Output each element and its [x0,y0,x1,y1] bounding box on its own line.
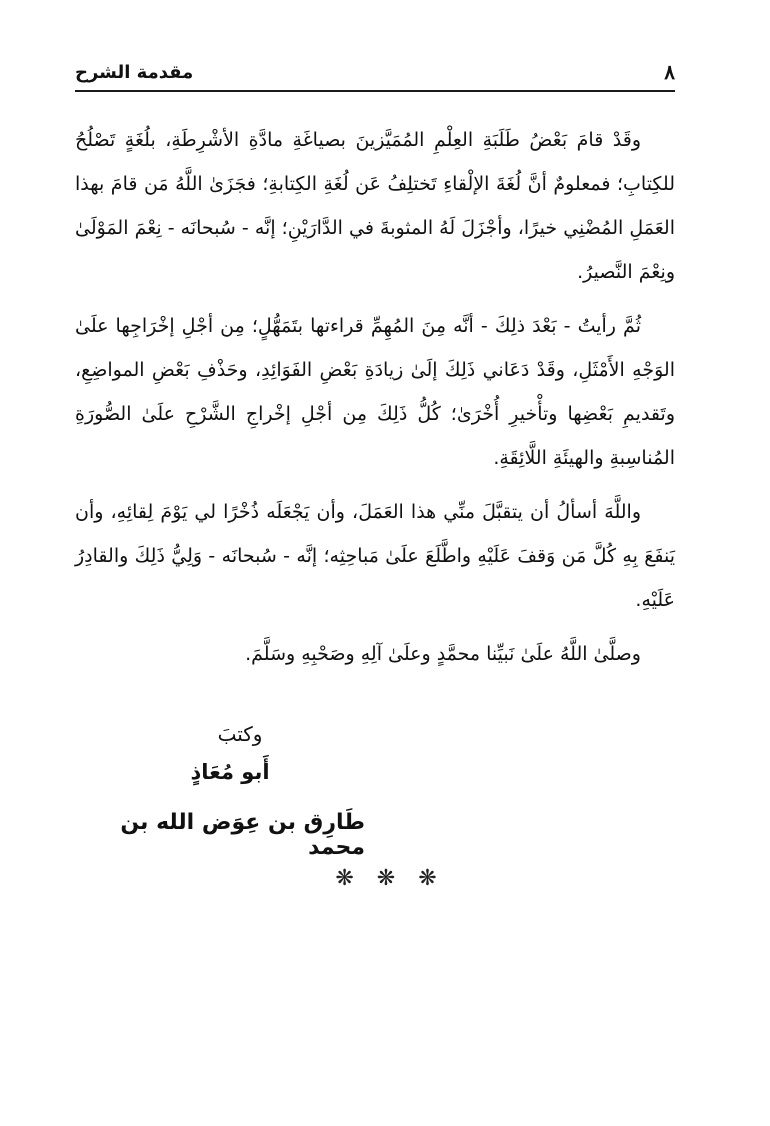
signature-name: طَارِق بن عِوَض الله بن محمد [120,810,365,860]
running-header [75,62,675,86]
paragraph: واللَّهَ أسألُ أن يتقبَّلَ منِّي هذا العَمَلَ، وأن يَجْعَلَه ذُخْرًا لي يَوْمَ لِقائِهِ، وأن يَنفَعَ بِهِ كُلَّ مَن وَقفَ عَلَيْهِ واطَّلَعَ علَىٰ مَباحِثِه؛ إنَّه - سُبحانَه - وَلِيُّ ذَلِكَ والقادِرُ عَلَيْهِ. [75,501,675,611]
paragraph: وقَدْ قامَ بَعْضُ طَلَبَةِ العِلْمِ المُمَيَّزينَ بصياغَةِ مادَّةِ الأشْرِطَةِ، بلُغَةٍ تَصْلُحُ للكِتابِ؛ فمعلومٌ أنَّ لُغَةَ الإلْقاءِ تَختلِفُ عَن لُغَةِ الكِتابةِ؛ فجَزَىٰ اللَّهُ مَن قامَ بهذا العَمَلِ المُضْنِي خيرًا، وأجْزَلَ لَهُ المثوبةَ في الدَّارَيْنِ؛ إنَّه - سُبحانَه - نِعْمَ المَوْلَىٰ ونِعْمَ النَّصيرُ. [75,129,675,283]
header-title: مقدمة الشرح [75,62,194,83]
paragraph: ثُمَّ رأيتُ - بَعْدَ ذلِكَ - أنَّه مِنَ المُهِمِّ قراءتها بتَمَهُّلٍ؛ مِن أجْلِ إخْرَاجِها علَىٰ الوَجْهِ الأَمْثَلِ، وقَدْ دَعَاني ذَلِكَ إلَىٰ زيادَةِ بَعْضِ الفَوَائِدِ، وحَذْفِ بَعْضِ المواضِعِ، وتَقديمِ بَعْضِها وتأْخيرِ أُخْرَىٰ؛ كُلُّ ذَلِكَ مِن أجْلِ إخْراجِ الشَّرْحِ علَىٰ الصُّورَةِ المُناسِبةِ والهيئَةِ اللَّائِقَةِ. [75,315,675,469]
section-separator: ❋ ❋ ❋ [335,866,445,891]
closing-paragraph: وصلَّىٰ اللَّهُ علَىٰ نَبيِّنا محمَّدٍ وعلَىٰ آلِهِ وصَحْبِهِ وسَلَّمَ. [245,643,641,665]
header-rule [75,90,675,92]
signature-kunya: أَبو مُعَاذٍ [190,760,270,784]
signature-wrote: وكتبَ [217,722,263,746]
page-number: ٨ [664,60,675,84]
body-text [75,118,675,686]
